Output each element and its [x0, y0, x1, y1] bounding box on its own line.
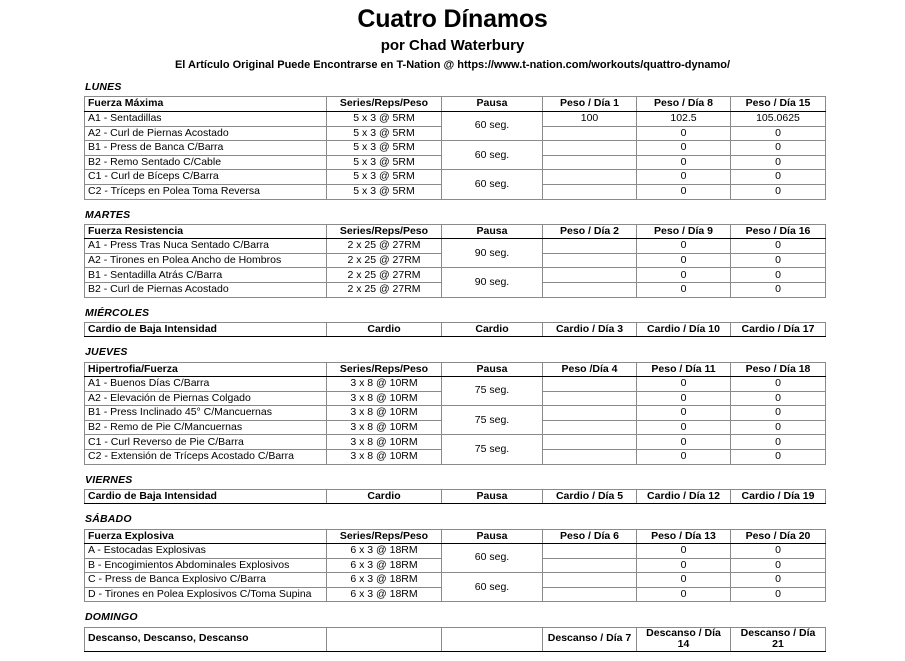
series-reps-weight: 2 x 25 @ 27RM: [327, 253, 442, 268]
exercise-name: C1 - Curl Reverso de Pie C/Barra: [85, 435, 327, 450]
column-header: Cardio de Baja Intensidad: [85, 489, 327, 504]
exercise-name: A1 - Sentadillas: [85, 112, 327, 127]
column-header: Cardio / Día 17: [731, 322, 826, 337]
column-header: Pausa: [442, 97, 543, 112]
weight-cell[interactable]: 0: [731, 239, 826, 254]
column-header: Fuerza Máxima: [85, 97, 327, 112]
weight-cell[interactable]: 0: [731, 420, 826, 435]
table-row: [85, 573, 826, 588]
document-header: [0, 0, 905, 72]
weight-cell[interactable]: [543, 283, 637, 298]
rest-interval: 60 seg.: [442, 112, 543, 141]
weight-cell[interactable]: 0: [637, 239, 731, 254]
column-header: Peso / Día 1: [543, 97, 637, 112]
page-title: Cuatro Dínamos: [357, 5, 548, 33]
weight-cell[interactable]: 0: [731, 406, 826, 421]
source-attribution: El Artículo Original Puede Encontrarse en T-Nation @ https://www.t-nation.com/workouts/quattro-dynamo/: [174, 59, 731, 71]
weight-cell[interactable]: 0: [637, 126, 731, 141]
day-section-martes: [84, 209, 825, 307]
rest-interval: 60 seg.: [442, 141, 543, 170]
weight-cell[interactable]: 100: [543, 112, 637, 127]
series-reps-weight: 6 x 3 @ 18RM: [327, 573, 442, 588]
column-header: Cardio: [442, 322, 543, 337]
weight-cell[interactable]: 0: [731, 268, 826, 283]
weight-cell[interactable]: 0: [731, 253, 826, 268]
exercise-name: B2 - Remo de Pie C/Mancuernas: [85, 420, 327, 435]
column-header: Peso / Día 6: [543, 529, 637, 544]
weight-cell[interactable]: 0: [637, 377, 731, 392]
exercise-name: C - Press de Banca Explosivo C/Barra: [85, 573, 327, 588]
exercise-name: B1 - Press Inclinado 45° C/Mancuernas: [85, 406, 327, 421]
exercise-name: B2 - Curl de Piernas Acostado: [85, 283, 327, 298]
weight-cell[interactable]: [543, 587, 637, 602]
column-header: Peso / Día 18: [731, 362, 826, 377]
table-header-row: [85, 322, 826, 337]
exercise-name: D - Tirones en Polea Explosivos C/Toma Supina: [85, 587, 327, 602]
workout-table: [84, 322, 826, 338]
series-reps-weight: 3 x 8 @ 10RM: [327, 435, 442, 450]
column-header: Cardio / Día 5: [543, 489, 637, 504]
column-header: Peso /Día 4: [543, 362, 637, 377]
weight-cell[interactable]: [543, 268, 637, 283]
exercise-name: B - Encogimientos Abdominales Explosivos: [85, 558, 327, 573]
weight-cell[interactable]: [543, 377, 637, 392]
series-reps-weight: 2 x 25 @ 27RM: [327, 283, 442, 298]
column-header: Peso / Día 11: [637, 362, 731, 377]
weight-cell[interactable]: 0: [637, 141, 731, 156]
series-reps-weight: 2 x 25 @ 27RM: [327, 239, 442, 254]
day-label: SÁBADO: [85, 513, 132, 526]
exercise-name: B2 - Remo Sentado C/Cable: [85, 155, 327, 170]
column-header: Peso / Día 8: [637, 97, 731, 112]
column-header: Fuerza Resistencia: [85, 224, 327, 239]
series-reps-weight: 3 x 8 @ 10RM: [327, 450, 442, 465]
series-reps-weight: 2 x 25 @ 27RM: [327, 268, 442, 283]
column-header: Cardio de Baja Intensidad: [85, 322, 327, 337]
weight-cell[interactable]: [543, 391, 637, 406]
column-header: Cardio: [327, 489, 442, 504]
weight-cell[interactable]: 0: [637, 170, 731, 185]
day-label: MARTES: [85, 208, 131, 221]
author-byline: por Chad Waterbury: [380, 36, 525, 54]
day-section-lunes: [84, 81, 825, 208]
column-header: Peso / Día 9: [637, 224, 731, 239]
weight-cell[interactable]: 0: [637, 391, 731, 406]
table-row: [85, 406, 826, 421]
exercise-name: C2 - Tríceps en Polea Toma Reversa: [85, 184, 327, 199]
column-header: Series/Reps/Peso: [327, 362, 442, 377]
column-header: Descanso / Día 14: [637, 627, 731, 651]
workout-table: [84, 489, 826, 505]
column-header: Cardio / Día 3: [543, 322, 637, 337]
exercise-name: A2 - Tirones en Polea Ancho de Hombros: [85, 253, 327, 268]
column-header: Hipertrofia/Fuerza: [85, 362, 327, 377]
day-label: DOMINGO: [85, 611, 138, 624]
column-header: Descanso / Día 7: [543, 627, 637, 651]
table-header-row: [85, 489, 826, 504]
column-header: Peso / Día 2: [543, 224, 637, 239]
exercise-name: A1 - Buenos Días C/Barra: [85, 377, 327, 392]
weight-cell[interactable]: 0: [637, 544, 731, 559]
weight-cell[interactable]: 0: [731, 283, 826, 298]
weight-cell[interactable]: 0: [637, 253, 731, 268]
rest-interval: 75 seg.: [442, 435, 543, 464]
column-header: Series/Reps/Peso: [327, 224, 442, 239]
table-row: [85, 141, 826, 156]
table-header-row: [85, 627, 826, 651]
series-reps-weight: 5 x 3 @ 5RM: [327, 184, 442, 199]
day-section-sábado: [84, 513, 825, 611]
weight-cell[interactable]: 0: [731, 544, 826, 559]
rest-interval: 90 seg.: [442, 268, 543, 297]
workout-table: [84, 96, 826, 199]
series-reps-weight: 6 x 3 @ 18RM: [327, 544, 442, 559]
weight-cell[interactable]: [543, 435, 637, 450]
weight-cell[interactable]: 0: [731, 377, 826, 392]
rest-shaded-cell: [442, 627, 543, 651]
weight-cell[interactable]: 0: [637, 184, 731, 199]
day-label: MIÉRCOLES: [85, 306, 150, 319]
rest-interval: 60 seg.: [442, 573, 543, 602]
weight-cell[interactable]: [543, 141, 637, 156]
column-header: Cardio: [327, 322, 442, 337]
workout-table: [84, 627, 826, 652]
day-section-viernes: [84, 474, 825, 514]
series-reps-weight: 3 x 8 @ 10RM: [327, 377, 442, 392]
table-header-row: [85, 224, 826, 239]
weight-cell[interactable]: 0: [637, 406, 731, 421]
day-label: LUNES: [85, 81, 122, 94]
exercise-name: A2 - Elevación de Piernas Colgado: [85, 391, 327, 406]
weight-cell[interactable]: 0: [731, 155, 826, 170]
rest-shaded-cell: [327, 627, 442, 651]
weight-cell[interactable]: [543, 253, 637, 268]
table-row: [85, 170, 826, 185]
weight-cell[interactable]: 0: [731, 573, 826, 588]
series-reps-weight: 3 x 8 @ 10RM: [327, 391, 442, 406]
section-spacer: [84, 298, 825, 307]
day-section-domingo: [84, 611, 825, 660]
exercise-name: B1 - Press de Banca C/Barra: [85, 141, 327, 156]
series-reps-weight: 5 x 3 @ 5RM: [327, 112, 442, 127]
weight-cell[interactable]: 0: [637, 435, 731, 450]
table-row: [85, 268, 826, 283]
column-header: Pausa: [442, 224, 543, 239]
column-header: Cardio / Día 19: [731, 489, 826, 504]
workout-table: [84, 362, 826, 465]
column-header: Cardio / Día 10: [637, 322, 731, 337]
day-label: VIERNES: [85, 473, 133, 486]
weight-cell[interactable]: 0: [731, 450, 826, 465]
day-section-miércoles: [84, 307, 825, 347]
series-reps-weight: 6 x 3 @ 18RM: [327, 558, 442, 573]
column-header: Pausa: [442, 362, 543, 377]
table-header-row: [85, 362, 826, 377]
weight-cell[interactable]: [543, 184, 637, 199]
series-reps-weight: 3 x 8 @ 10RM: [327, 420, 442, 435]
rest-interval: 75 seg.: [442, 406, 543, 435]
column-header: Descanso, Descanso, Descanso: [85, 627, 327, 651]
weight-cell[interactable]: [543, 450, 637, 465]
weight-cell[interactable]: 0: [731, 170, 826, 185]
weight-cell[interactable]: [543, 126, 637, 141]
series-reps-weight: 5 x 3 @ 5RM: [327, 126, 442, 141]
weight-cell[interactable]: 0: [637, 587, 731, 602]
exercise-name: C2 - Extensión de Tríceps Acostado C/Barra: [85, 450, 327, 465]
day-section-jueves: [84, 346, 825, 473]
column-header: Cardio / Día 12: [637, 489, 731, 504]
weight-cell[interactable]: [543, 170, 637, 185]
column-header: Peso / Día 16: [731, 224, 826, 239]
workout-sheet: [0, 81, 905, 660]
weight-cell[interactable]: [543, 155, 637, 170]
weight-cell[interactable]: 0: [731, 141, 826, 156]
weight-cell[interactable]: [543, 239, 637, 254]
column-header: Peso / Día 20: [731, 529, 826, 544]
column-header: Series/Reps/Peso: [327, 97, 442, 112]
series-reps-weight: 6 x 3 @ 18RM: [327, 587, 442, 602]
weight-cell[interactable]: [543, 406, 637, 421]
weight-cell[interactable]: 0: [637, 283, 731, 298]
series-reps-weight: 5 x 3 @ 5RM: [327, 141, 442, 156]
series-reps-weight: 3 x 8 @ 10RM: [327, 406, 442, 421]
rest-interval: 60 seg.: [442, 170, 543, 199]
table-header-row: [85, 529, 826, 544]
exercise-name: A2 - Curl de Piernas Acostado: [85, 126, 327, 141]
weight-cell[interactable]: 105.0625: [731, 112, 826, 127]
table-row: [85, 435, 826, 450]
exercise-name: A1 - Press Tras Nuca Sentado C/Barra: [85, 239, 327, 254]
rest-interval: 60 seg.: [442, 544, 543, 573]
weight-cell[interactable]: 0: [637, 268, 731, 283]
series-reps-weight: 5 x 3 @ 5RM: [327, 155, 442, 170]
column-header: Pausa: [442, 489, 543, 504]
exercise-name: B1 - Sentadilla Atrás C/Barra: [85, 268, 327, 283]
column-header: Descanso / Día 21: [731, 627, 826, 651]
weight-cell[interactable]: 102.5: [637, 112, 731, 127]
weight-cell[interactable]: 0: [731, 558, 826, 573]
section-spacer: [84, 504, 825, 513]
weight-cell[interactable]: [543, 420, 637, 435]
table-row: [85, 544, 826, 559]
weight-cell[interactable]: 0: [731, 391, 826, 406]
weight-cell[interactable]: 0: [731, 435, 826, 450]
weight-cell[interactable]: 0: [637, 450, 731, 465]
weight-cell[interactable]: 0: [637, 558, 731, 573]
column-header: Peso / Día 13: [637, 529, 731, 544]
weight-cell[interactable]: [543, 558, 637, 573]
table-row: [85, 112, 826, 127]
weight-cell[interactable]: 0: [731, 587, 826, 602]
series-reps-weight: 5 x 3 @ 5RM: [327, 170, 442, 185]
weight-cell[interactable]: 0: [637, 420, 731, 435]
section-spacer: [84, 200, 825, 209]
section-spacer: [84, 337, 825, 346]
rest-interval: 90 seg.: [442, 239, 543, 268]
column-header: Peso / Día 15: [731, 97, 826, 112]
section-spacer: [84, 465, 825, 474]
weight-cell[interactable]: 0: [731, 184, 826, 199]
weight-cell[interactable]: 0: [637, 155, 731, 170]
section-spacer: [84, 602, 825, 611]
exercise-name: C1 - Curl de Bíceps C/Barra: [85, 170, 327, 185]
table-row: [85, 377, 826, 392]
weight-cell[interactable]: [543, 573, 637, 588]
rest-interval: 75 seg.: [442, 377, 543, 406]
weight-cell[interactable]: [543, 544, 637, 559]
weight-cell[interactable]: 0: [731, 126, 826, 141]
weight-cell[interactable]: 0: [637, 573, 731, 588]
column-header: Series/Reps/Peso: [327, 529, 442, 544]
workout-table: [84, 529, 826, 603]
table-row: [85, 239, 826, 254]
table-header-row: [85, 97, 826, 112]
day-label: JUEVES: [85, 346, 128, 359]
workout-table: [84, 224, 826, 298]
column-header: Fuerza Explosiva: [85, 529, 327, 544]
section-spacer: [84, 652, 825, 661]
exercise-name: A - Estocadas Explosivas: [85, 544, 327, 559]
column-header: Pausa: [442, 529, 543, 544]
